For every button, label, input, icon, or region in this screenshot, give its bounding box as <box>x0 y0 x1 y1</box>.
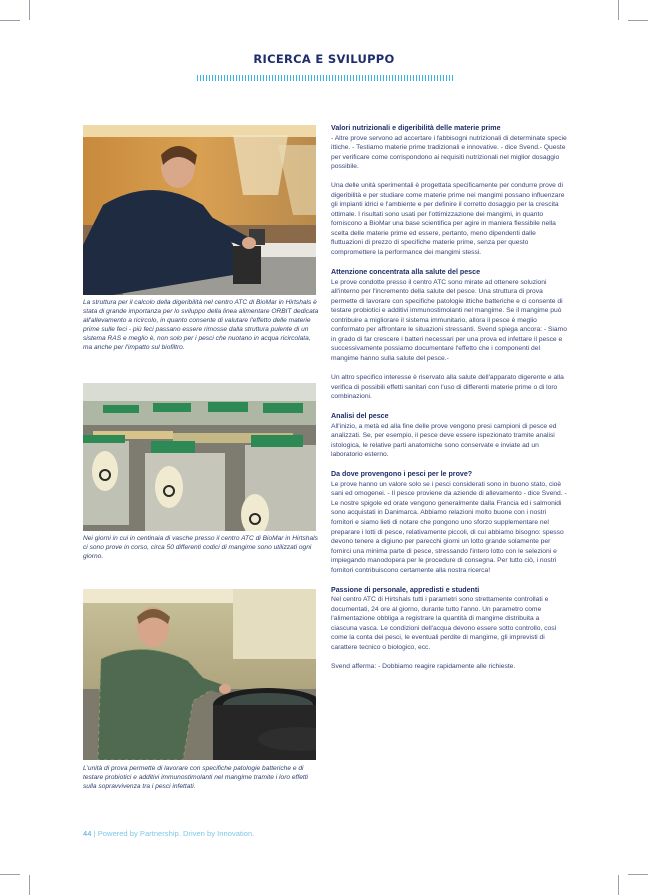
paragraph: Un altro specifico interesse è riservato alla salute dell'apparato digerente e alla verifica di possibili effetti sanitari con l'uso di differenti materie prime o di loro combinazioni. <box>331 373 564 401</box>
photo-caption: L'unità di prova permette di lavorare con specifiche patologie batteriche e di testare probiotici e additivi immunostimolanti nel mangime tramite i loro effetti sulla sopravvivenza tra i pesci infettati. <box>83 765 309 791</box>
crop-mark <box>0 20 20 21</box>
section-fish-health <box>331 267 567 402</box>
researcher-at-tank-photo <box>83 589 316 760</box>
paragraph: Le prove hanno un valore solo se i pesci considerati sono in buono stato, cioè sani ed omogenei. - Il pesce proviene da aziende di allevamento - dice Svend. - Le nostre spigole ed orate vengono generalmente dalla Francia ed i salmonidi sono acquistati in Danimarca. Abbiamo relazioni molto buone con i nostri fornitori e siamo lieti di notare che pongono uno sforzo supplementare nel preparare i lotti di pesce, relativamente piccoli, di cui abbiamo bisogno: spesso devono tenere a digiuno per parecchi giorni un lotto grande solamente per fornirci una minima parte di pesce, stressando l'intero lotto con le selezioni e impiegando manodopera per le procedure di consegna. Per tutto ciò, i nostri fornitori contribuiscono certamente alla nostra ricerca! <box>331 480 567 574</box>
paragraph: Le prove condotte presso il centro ATC sono mirate ad ottenere soluzioni all'interno per l'incremento della salute del pesce. Una struttura di prova permette di lavorare con specifiche patologie ittiche batteriche e ci consente di testare probiotici e additivi immunostimolanti nel mangime. Se il mangime può contribuire a migliorare il sistema immunitario, allora il pesce è meglio conformato per affrontare le situazioni stressanti. Svend spiega ancora: - Siamo in grado di far crescere i batteri necessari per una prova ed infettare il pesce e successivamente possiamo documentare l'effetto che i componenti del mangime hanno sulla salute del pesce.- <box>331 278 567 362</box>
title-underline <box>197 75 453 81</box>
section-heading: Valori nutrizionali e digeribilità delle materie prime <box>331 124 501 132</box>
test-tanks-row-photo <box>83 383 316 531</box>
paragraph: Una delle unità sperimentali è progettata specificamente per condurre prove di digeribilità e per studiare come materie prime nei mangimi possano influenzare gli impianti idrici e l'ambiente e per definire il corretto dosaggio per la crescita ottimale. I risultati sono usati per l'ottimizzazione dei mangimi, in quanto forniscono a BioMar una base scientifica per agire in maniera flessibile nella scelta delle materie prime ed essere, pertanto, meno dipendenti dalle fluttuazioni di prezzo di specifiche materie prime, senza per questo compromettere la performance dei mangimi stessi. <box>331 182 565 257</box>
footer-separator: | <box>93 829 96 838</box>
photo-caption: Nei giorni in cui in centinaia di vasche presso il centro ATC di BioMar in Hirtshals ci sono prove in corso, circa 50 differenti codici di mangime sono utilizzati ogni giorno. <box>83 535 318 561</box>
section-nutritional-values <box>331 123 567 258</box>
crop-mark <box>628 874 648 875</box>
section-fish-analysis <box>331 411 567 460</box>
crop-mark <box>0 874 20 875</box>
paragraph: - Altre prove servono ad accertare i fabbisogni nutrizionali di determinate specie ittiche. - Testiamo materie prime tradizionali e innovative. - dice Svend.- Queste per verificare come corrispondono ai requisiti nutrizionali nel miglior dosaggio possibile. <box>331 134 567 171</box>
paragraph: Nel centro ATC di Hirtshals tutti i parametri sono strettamente controllati e documentati, 24 ore al giorno, durante tutto l'anno. Un parametro come l'alimentazione obbliga a registrare la quantità di mangime distribuita a ciascuna vasca. Le condizioni dell'acqua devono essere sotto controllo, così come la conta dei pesci, le eventuali perdite di mangime, gli imprevisti di carattere tecnico o biologico, ecc. <box>331 596 557 652</box>
section-heading: Passione di personale, appredisti e studenti <box>331 585 480 594</box>
crop-mark <box>618 875 619 895</box>
paragraph: Svend afferma: - Dobbiamo reagire rapidamente alle richieste. <box>331 663 516 671</box>
crop-mark <box>628 20 648 21</box>
crop-mark <box>618 0 619 20</box>
page-footer <box>83 829 254 838</box>
lab-worker-tanks-photo <box>83 125 316 295</box>
section-heading: Attenzione concentrata alla salute del pesce <box>331 268 481 277</box>
page-number: 44 <box>83 829 92 838</box>
section-staff-passion <box>331 585 567 672</box>
article-body <box>331 123 567 681</box>
paragraph: All'inizio, a metà ed alla fine delle prove vengono presi campioni di pesce ed analizzati. Se, per esempio, il pesce deve essere ispezionato tramite analisi istologica, le relative parti anatomiche sono conservate e inviate ad un laboratorio esterno. <box>331 422 557 459</box>
footer-tagline: Powered by Partnership. Driven by Innovation. <box>97 829 255 838</box>
photo-caption: La struttura per il calcolo della digeribilità nel centro ATC di BioMar in Hirtshals è stata di grande importanza per lo sviluppo della linea alimentare ORBIT dedicata all'allevamento a ricircolo, in quanto consente di valutare l'effetto delle materie prime sulle feci - più feci passano essere rimosse dalla struttura pulente di un sistema RAS e meglio è, non solo per i pesci che nuotano in acqua ricircolata, ma anche per l'impatto sul biofiltro. <box>83 299 319 352</box>
crop-mark <box>29 0 30 20</box>
crop-mark <box>29 875 30 895</box>
page-title: RICERCA E SVILUPPO <box>253 52 395 66</box>
section-fish-origin <box>331 469 567 575</box>
section-heading: Analisi del pesce <box>331 412 389 421</box>
section-heading: Da dove provengono i pesci per le prove? <box>331 470 473 479</box>
